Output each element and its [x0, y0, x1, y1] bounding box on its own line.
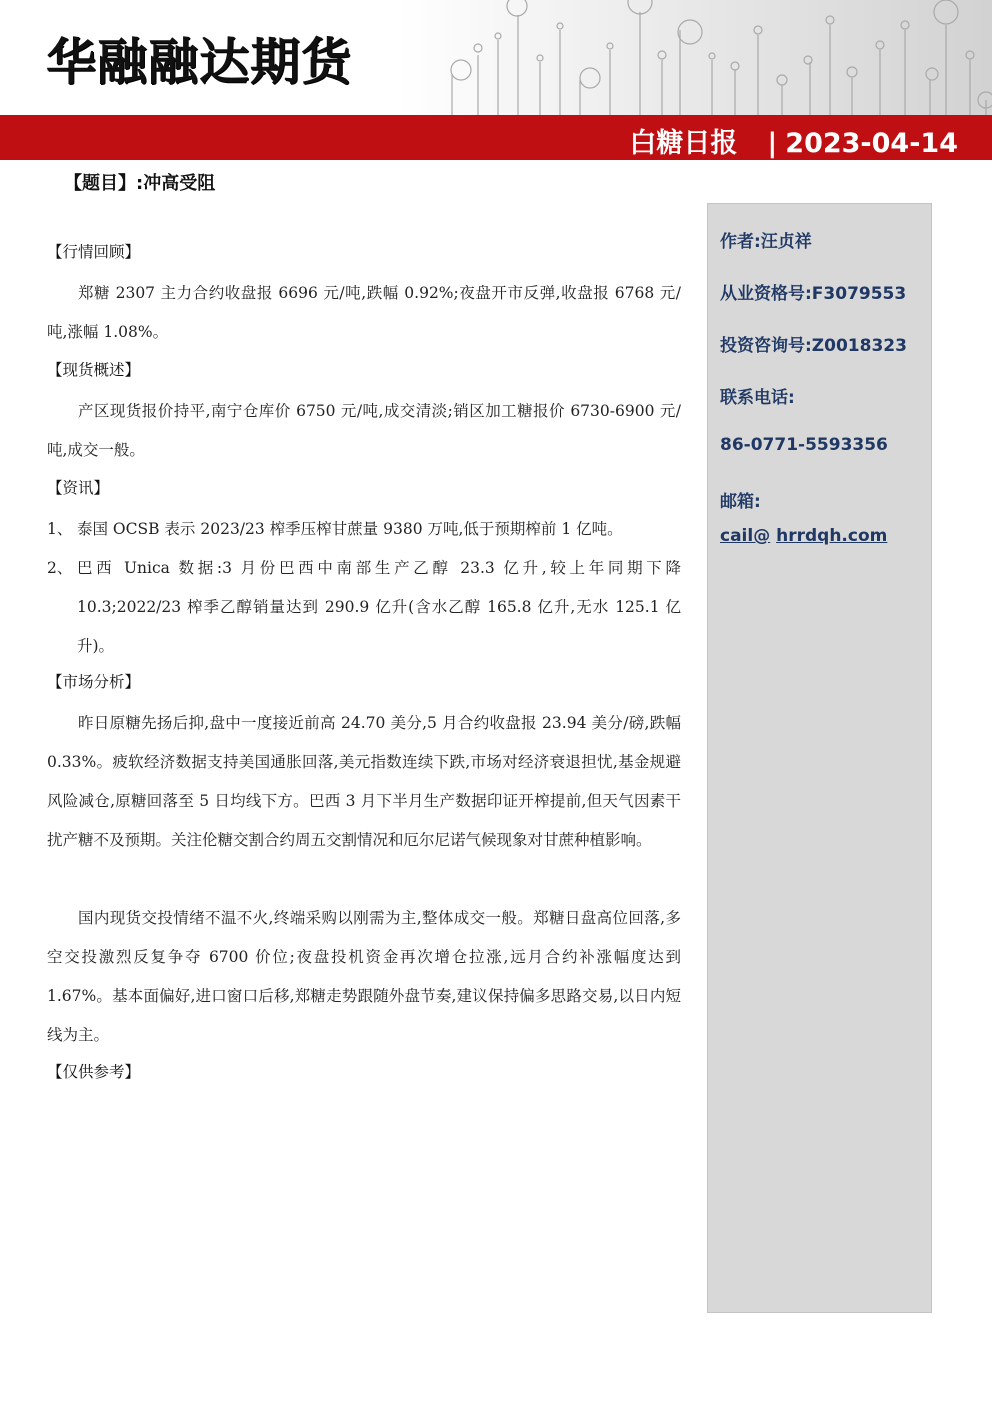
section-heading-news: 【资讯】	[47, 479, 110, 497]
topic-title: 冲高受阻	[143, 173, 216, 194]
author-name: 作者:汪贞祥	[720, 232, 812, 252]
section-heading-disclaimer: 【仅供参考】	[47, 1063, 141, 1081]
advisory-number: 投资咨询号:Z0018323	[720, 336, 907, 356]
title-separator: |	[767, 128, 778, 159]
report-name: 白糖日报	[629, 128, 738, 159]
section-heading-spot: 【现货概述】	[47, 361, 141, 379]
report-title-bar	[0, 115, 992, 160]
email-address	[720, 526, 887, 546]
company-name: 华融融达期货	[46, 33, 352, 91]
news-item-number: 1、	[47, 520, 73, 538]
author-sidebar	[707, 203, 932, 1313]
news-item	[47, 549, 681, 666]
email-domain-link[interactable]: hrrdqh.com	[776, 526, 888, 546]
phone-label: 联系电话:	[720, 388, 795, 408]
analysis-paragraph-2: 国内现货交投情绪不温不火,终端采购以刚需为主,整体成交一般。郑糖日盘高位回落,多空交投激烈反复争夺 6700 价位;夜盘投机资金再次增仓拉涨,远月合约补涨幅度达到 1.67%。基本面偏好,进口窗口后移,郑糖走势跟随外盘节奏,建议保持偏多思路交易,以日内短线为主。	[47, 909, 681, 1044]
news-item-text: 巴西 Unica 数据:3 月份巴西中南部生产乙醇 23.3 亿升,较上年同期下降 10.3;2022/23 榨季乙醇销量达到 290.9 亿升(含水乙醇 165.8 亿升,无水 125.1 亿升)。	[77, 559, 681, 655]
review-paragraph: 郑糖 2307 主力合约收盘报 6696 元/吨,跌幅 0.92%;夜盘开市反弹,收盘报 6768 元/吨,涨幅 1.08%。	[47, 284, 681, 341]
report-title	[629, 121, 958, 160]
analysis-paragraph-1: 昨日原糖先扬后抑,盘中一度接近前高 24.70 美分,5 月合约收盘报 23.94 美分/磅,跌幅 0.33%。疲软经济数据支持美国通胀回落,美元指数连续下跌,市场对经济衰退担忧,基金规避风险减仓,原糖回落至 5 日均线下方。巴西 3 月下半月生产数据印证开榨提前,但天气因素干扰产糖不及预期。关注伦糖交割合约周五交割情况和厄尔尼诺气候现象对甘蔗种植影响。	[47, 714, 681, 849]
license-number: 从业资格号:F3079553	[720, 284, 907, 304]
section-heading-review: 【行情回顾】	[47, 243, 141, 261]
topic-label: 【题目】:	[64, 173, 144, 194]
news-item-text: 泰国 OCSB 表示 2023/23 榨季压榨甘蔗量 9380 万吨,低于预期榨前 1 亿吨。	[77, 520, 623, 538]
email-label: 邮箱:	[720, 492, 761, 512]
news-item-number: 2、	[47, 559, 73, 577]
page-header	[0, 0, 992, 115]
section-heading-analysis: 【市场分析】	[47, 673, 141, 691]
phone-number: 86-0771-5593356	[720, 435, 888, 455]
report-date: 2023-04-14	[785, 128, 958, 159]
news-item	[47, 510, 681, 549]
spot-paragraph: 产区现货报价持平,南宁仓库价 6750 元/吨,成交清淡;销区加工糖报价 6730-6900 元/吨,成交一般。	[47, 402, 681, 459]
report-topic	[64, 169, 215, 195]
email-user-link[interactable]: cail@	[720, 526, 771, 546]
